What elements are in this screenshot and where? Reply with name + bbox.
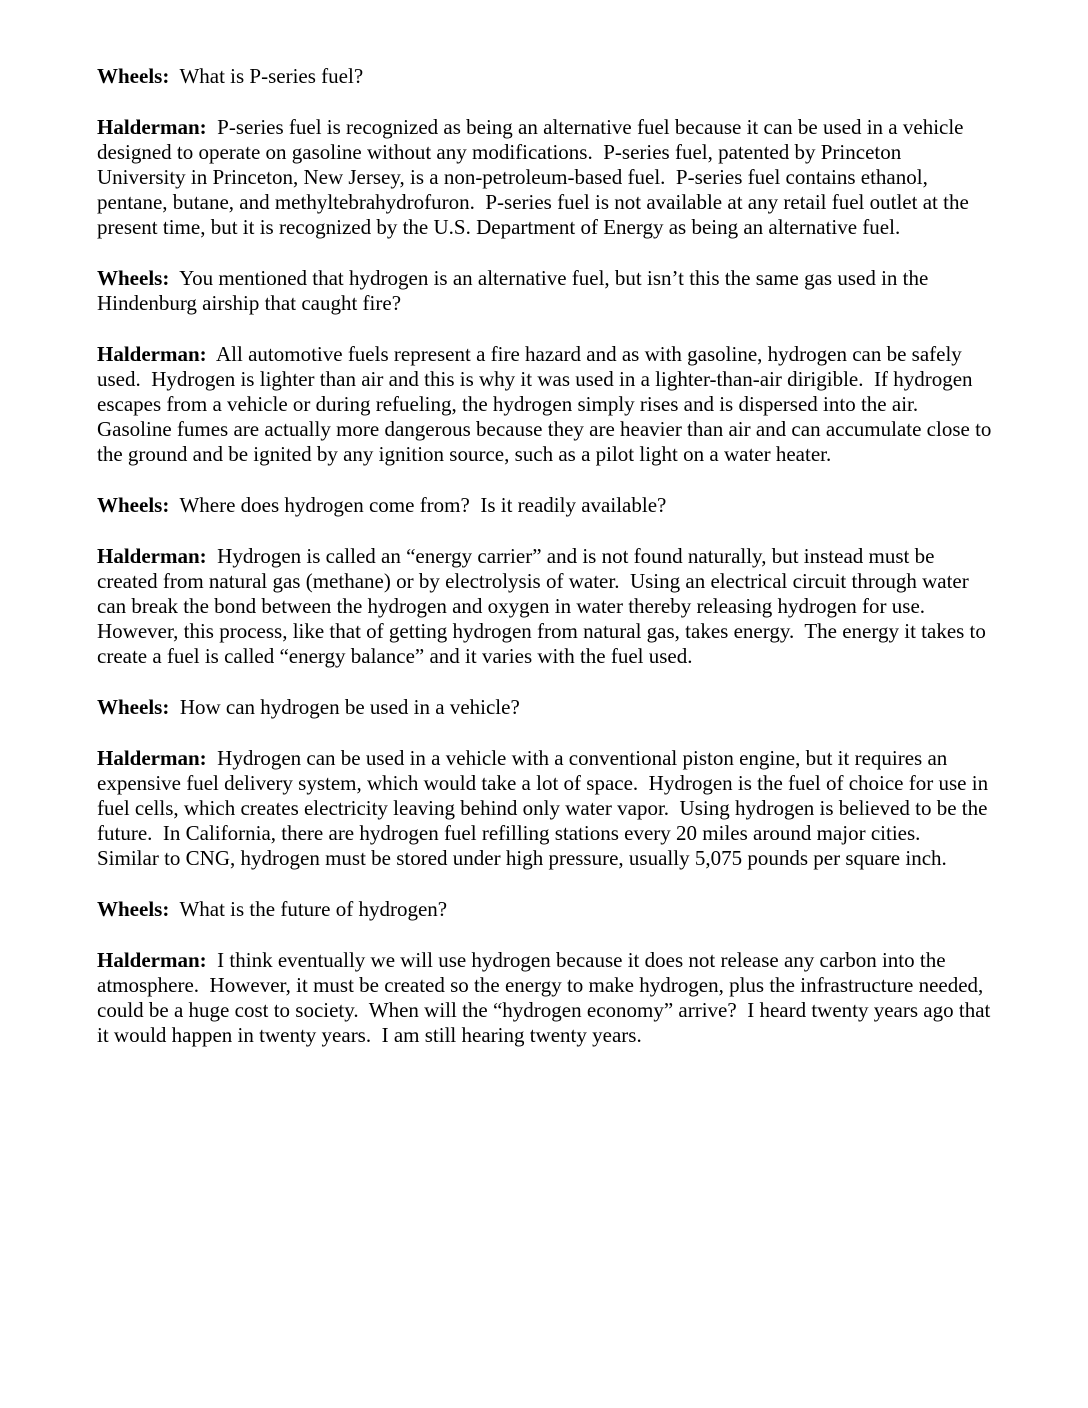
- paragraph-text: How can hydrogen be used in a vehicle?: [179, 695, 520, 719]
- speaker-separator: [169, 64, 179, 88]
- qa-paragraph: [97, 544, 992, 669]
- qa-paragraph: [97, 266, 992, 316]
- qa-paragraph: [97, 342, 997, 467]
- paragraph-text: All automotive fuels represent a fire hazard and as with gasoline, hydrogen can be safely used. Hydrogen is lighter than air and this is why it was used in a lighter-than-air dirigible. If hydrogen escapes from a vehicle or during refueling, the hydrogen simply rises and is dispersed into the air. Gasoline fumes are actually more dangerous because they are heavier than air and can accumulate close to the ground and be ignited by any ignition source, such as a pilot light on a water heater.: [97, 342, 997, 466]
- qa-paragraph: [97, 746, 992, 871]
- qa-paragraph: [97, 948, 996, 1048]
- qa-paragraph: [97, 115, 992, 240]
- speaker-label: Halderman:: [97, 948, 207, 972]
- speaker-separator: [207, 115, 218, 139]
- speaker-label: Wheels:: [97, 695, 170, 719]
- speaker-separator: [169, 493, 179, 517]
- paragraph-text: I think eventually we will use hydrogen because it does not release any carbon into the atmosphere. However, it must be created so the energy to make hydrogen, plus the infrastructure needed, could be a huge cost to society. When will the “hydrogen economy” arrive? I heard twenty years ago that it would happen in twenty years. I am still hearing twenty years.: [97, 948, 996, 1047]
- speaker-separator: [169, 695, 180, 719]
- paragraph-text: What is the future of hydrogen?: [179, 897, 448, 921]
- speaker-separator: [169, 897, 179, 921]
- speaker-separator: [207, 948, 218, 972]
- paragraph-text: Hydrogen can be used in a vehicle with a conventional piston engine, but it requires an expensive fuel delivery system, which would take a lot of space. Hydrogen is the fuel of choice for use in fuel cells, which creates electricity leaving behind only water vapor. Using hydrogen is believed to be the future. In California, there are hydrogen fuel refilling stations every 20 miles around major cities. Similar to CNG, hydrogen must be stored under high pressure, usually 5,075 pounds per square inch.: [97, 746, 994, 870]
- qa-paragraph: [97, 64, 992, 89]
- speaker-label: Wheels:: [97, 266, 170, 290]
- speaker-label: Halderman:: [97, 342, 207, 366]
- qa-paragraph: [97, 897, 992, 922]
- paragraph-text: Hydrogen is called an “energy carrier” and is not found naturally, but instead must be created from natural gas (methane) or by electrolysis of water. Using an electrical circuit through water can break the bond between the hydrogen and oxygen in water thereby releasing hydrogen for use. However, this process, like that of getting hydrogen from natural gas, takes energy. The energy it takes to create a fuel is called “energy balance” and it varies with the fuel used.: [97, 544, 992, 668]
- paragraph-text: Where does hydrogen come from? Is it readily available?: [179, 493, 667, 517]
- paragraph-text: You mentioned that hydrogen is an alternative fuel, but isn’t this the same gas used in the Hindenburg airship that caught fire?: [97, 266, 934, 315]
- speaker-label: Wheels:: [97, 64, 170, 88]
- speaker-separator: [207, 342, 216, 366]
- speaker-label: Wheels:: [97, 897, 170, 921]
- speaker-label: Halderman:: [97, 746, 207, 770]
- speaker-separator: [169, 266, 179, 290]
- qa-transcript: [97, 64, 997, 1048]
- speaker-label: Halderman:: [97, 544, 207, 568]
- speaker-separator: [207, 746, 218, 770]
- speaker-label: Wheels:: [97, 493, 170, 517]
- qa-paragraph: [97, 493, 992, 518]
- paragraph-text: P-series fuel is recognized as being an alternative fuel because it can be used in a vehicle designed to operate on gasoline without any modifications. P-series fuel, patented by Princeton University in Princeton, New Jersey, is a non-petroleum-based fuel. P-series fuel contains ethanol, pentane, butane, and methyltebrahydrofuron. P-series fuel is not available at any retail fuel outlet at the present time, but it is recognized by the U.S. Department of Energy as being an alternative fuel.: [97, 115, 975, 239]
- speaker-separator: [207, 544, 218, 568]
- speaker-label: Halderman:: [97, 115, 207, 139]
- paragraph-text: What is P-series fuel?: [179, 64, 364, 88]
- qa-paragraph: [97, 695, 992, 720]
